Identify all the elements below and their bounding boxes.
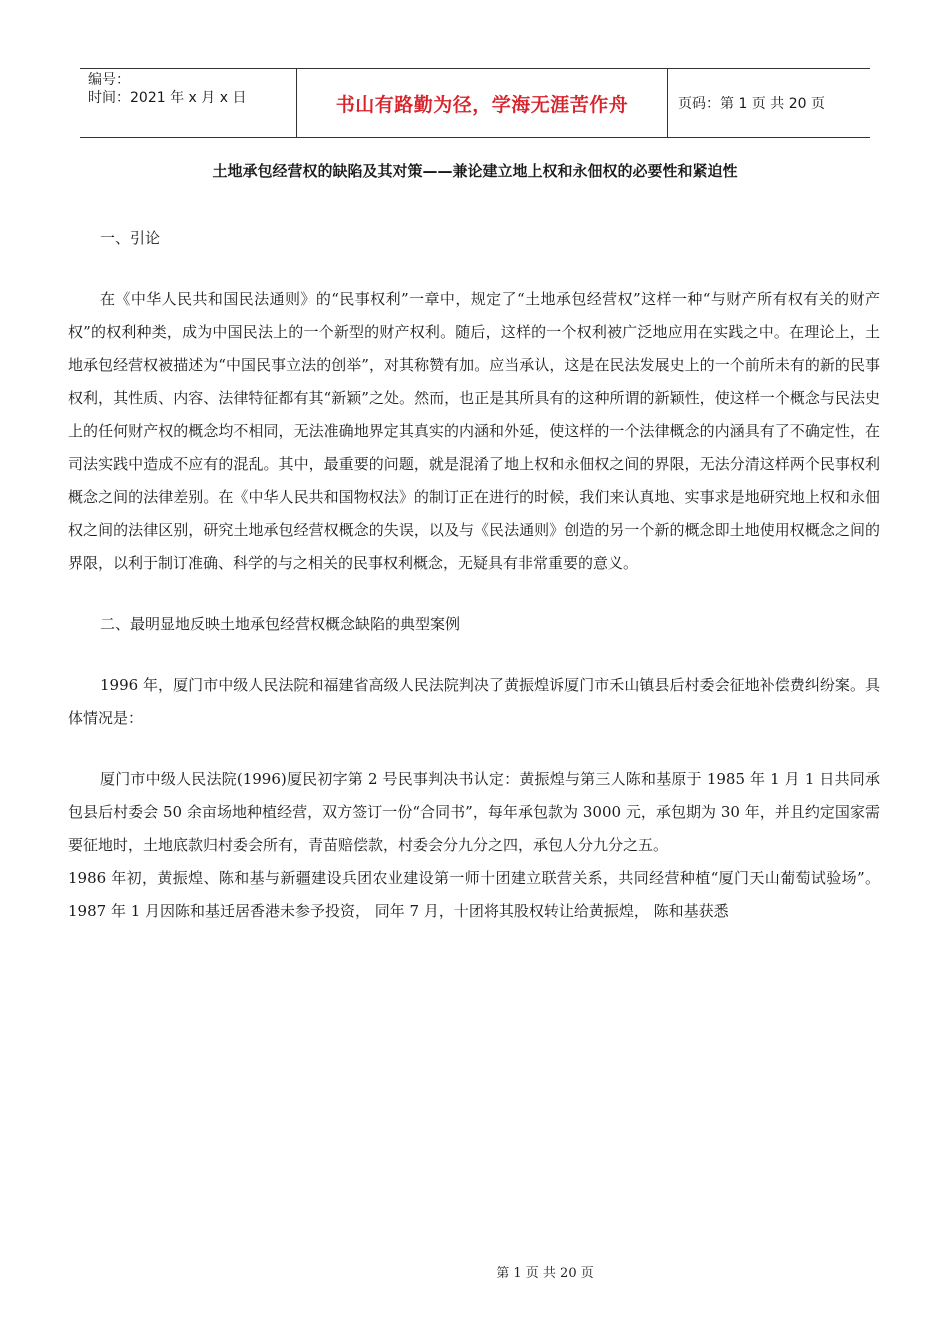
paragraph-judgment: 厦门市中级人民法院(1996)厦民初字第 2 号民事判决书认定：黄振煌与第三人陈和基原于 1985 年 1 月 1 日共同承包县后村委会 50 余亩场地种植经营，双方签订一份“合同书”，每年承包款为 3000 元，承包期为 30 年，并且约定国家需要征地时，土地底款归村委会所有，青苗赔偿款，村委会分九分之四，承包人分九分之五。: [68, 770, 880, 854]
document-body: [68, 222, 880, 928]
section-heading-cases: 二、最明显地反映土地承包经营权概念缺陷的典型案例: [100, 615, 461, 633]
document-date-label: 时间：2021 年 x 月 x 日: [88, 90, 247, 106]
paragraph-joint-venture: 1986 年初，黄振煌、陈和基与新疆建设兵团农业建设第一师十团建立联营关系，共同经营种植“厦门天山葡萄试验场”。1987 年 1 月因陈和基迁居香港未参予投资， 同年 7 月，十团将其股权转让给黄振煌， 陈和基获悉: [68, 869, 880, 920]
paragraph-case-overview: 1996 年，厦门市中级人民法院和福建省高级人民法院判决了黄振煌诉厦门市禾山镇县后村委会征地补偿费纠纷案。具体情况是：: [68, 676, 880, 727]
page-footer: 第 1 页 共 20 页: [496, 1266, 594, 1281]
header-motto: 书山有路勤为径，学海无涯苦作舟: [297, 69, 668, 137]
document-header: [80, 68, 870, 138]
document-title: 土地承包经营权的缺陷及其对策——兼论建立地上权和永佃权的必要性和紧迫性: [212, 162, 738, 180]
document-number-label: 编号：: [88, 72, 130, 88]
section-heading-intro: 一、引论: [100, 229, 161, 247]
header-meta-cell: [80, 69, 297, 137]
header-page-info: 页码：第 1 页 共 20 页: [678, 96, 825, 112]
paragraph-intro: 在《中华人民共和国民法通则》的“民事权利”一章中，规定了“土地承包经营权”这样一种“与财产所有权有关的财产权”的权利种类，成为中国民法上的一个新型的财产权利。随后，这样的一个权利被广泛地应用在实践之中。在理论上，土地承包经营权被描述为“中国民事立法的创举”，对其称赞有加。应当承认，这是在民法发展史上的一个前所未有的新的民事权利，其性质、内容、法律特征都有其“新颖”之处。然而，也正是其所具有的这种所谓的新颖性，使这样一个概念与民法史上的任何财产权的概念均不相同，无法准确地界定其真实的内涵和外延，使这样的一个法律概念的内涵具有了不确定性，在司法实践中造成不应有的混乱。其中，最重要的问题，就是混淆了地上权和永佃权之间的界限，无法分清这样两个民事权利概念之间的法律差别。在《中华人民共和国物权法》的制订正在进行的时候，我们来认真地、实事求是地研究地上权和永佃权之间的法律区别，研究土地承包经营权概念的失误，以及与《民法通则》创造的另一个新的概念即土地使用权概念之间的界限，以利于制订准确、科学的与之相关的民事权利概念，无疑具有非常重要的意义。: [68, 290, 880, 572]
